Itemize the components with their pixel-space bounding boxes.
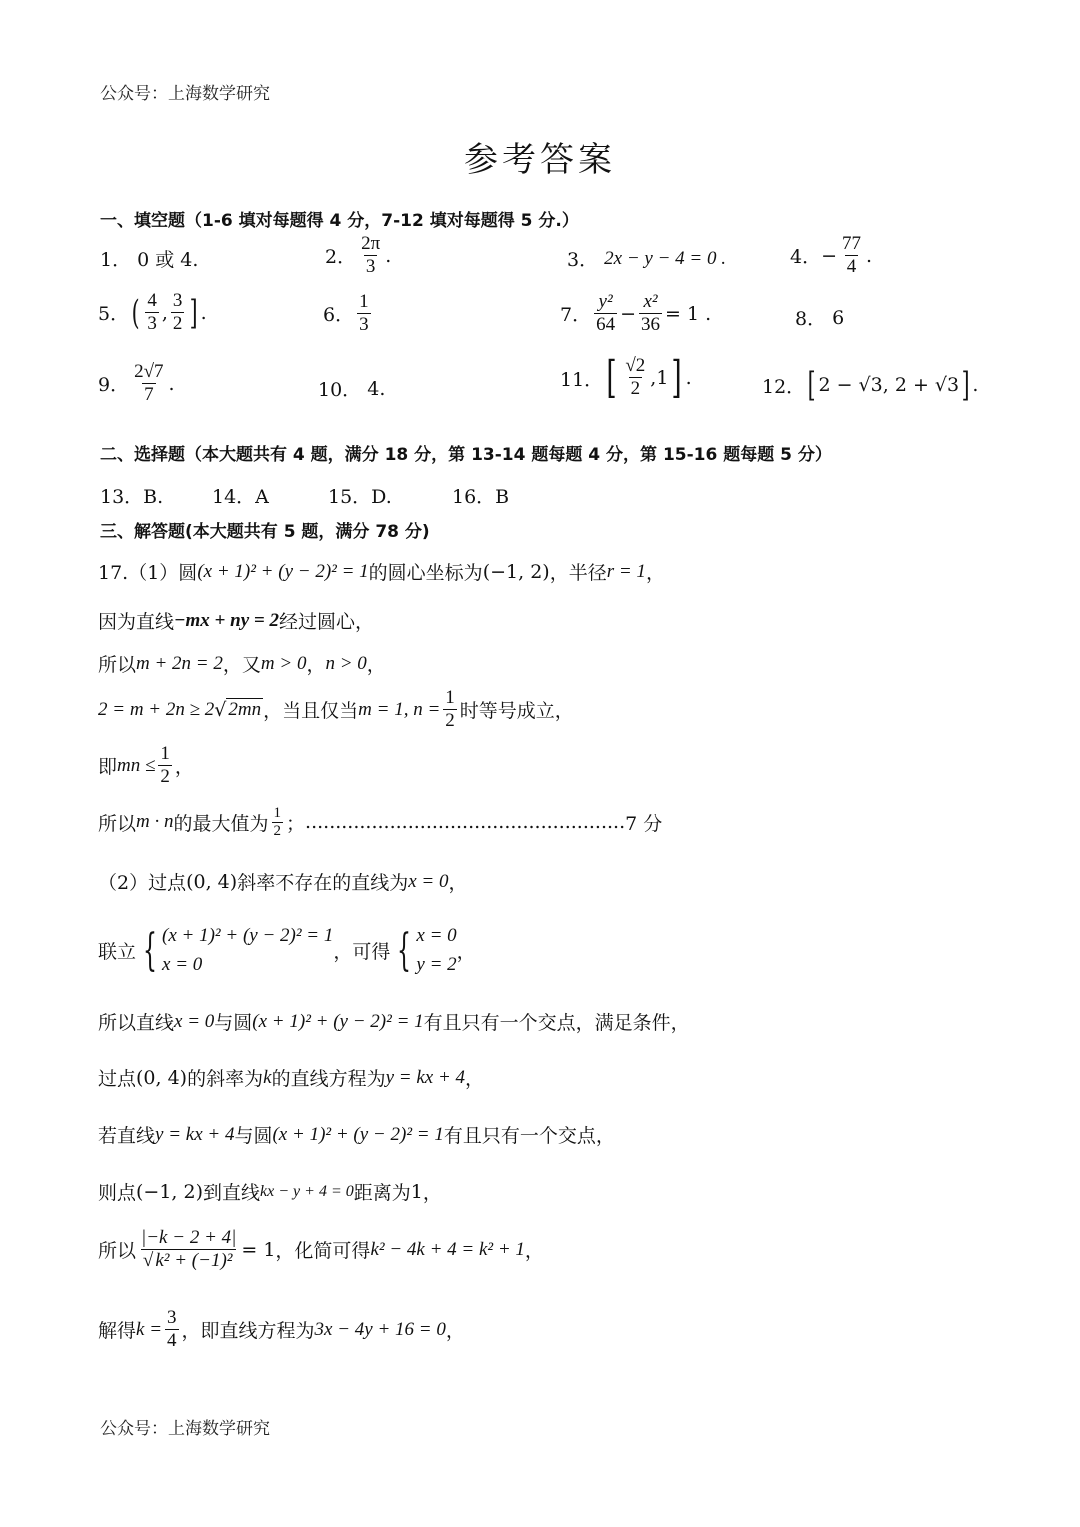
answer-1: 1． 0 或 4. xyxy=(100,249,199,271)
section-solve-heading: 三、解答题(本大题共有 5 题，满分 78 分) xyxy=(100,522,430,542)
answer-11: 11． [ $\frac{√2}{2}$ ,1 ] . xyxy=(560,352,692,403)
solution-line-6: 所以 m · n 的最大值为 $\frac{1}{2}$ ； ..................................................... 7 分 xyxy=(98,805,663,839)
choice-13: 13．B. xyxy=(100,486,164,508)
answer-9: 9． $\frac{2√7}{7}$ . xyxy=(98,361,175,405)
solution-line-10: 过点 (0, 4) 的斜率为 k 的直线方程为 y = kx + 4 ， xyxy=(98,1066,485,1090)
section-choice-heading: 二、选择题（本大题共有 4 题，满分 18 分，第 13-14 题每题 4 分，第 15-16 题每题 5 分） xyxy=(100,445,832,465)
choice-16: 16．B xyxy=(452,486,510,508)
solution-line-12: 则点 (−1, 2) 到直线 kx − y + 4 = 0 距离为 1 ， xyxy=(98,1180,442,1204)
solution-line-13: 所以 $\frac{|-k - 2 + 4|}{\text{√ k² + (−1)²}}$ = 1 ，化简可得 k² − 4k + 4 = k² + 1 ， xyxy=(98,1227,544,1271)
header-watermark: 公众号：上海数学研究 xyxy=(100,84,270,104)
solution-line-5: 即 mn ≤ $\frac{1}{2}$ ， xyxy=(98,743,194,787)
answer-5: 5． ( $\frac{4}{3}$ , $\frac{3}{2}$ ] . xyxy=(98,290,207,334)
solution-line-3: 所以 m + 2n = 2 ，又 m > 0 ， n > 0 ， xyxy=(98,652,386,676)
solution-line-8: 联立 { (x + 1)² + (y − 2)² = 1 x = 0 ，可得 { x = 0 y = 2 ， xyxy=(98,924,476,976)
footer-watermark: 公众号：上海数学研究 xyxy=(100,1419,270,1439)
answer-12: 12． [ 2 − √3, 2 + √3 ] . xyxy=(762,365,979,405)
section-fill-heading: 一、填空题（1-6 填对每题得 4 分，7-12 填对每题得 5 分.） xyxy=(100,211,579,231)
answer-2: 2． $\frac{2\pi}{3}$ . xyxy=(325,233,392,277)
solution-line-7: （2）过点 (0, 4) 斜率不存在的直线为 x = 0 ， xyxy=(98,870,468,894)
solution-line-9: 所以直线 x = 0 与圆 (x + 1)² + (y − 2)² = 1 有且只有一个交点，满足条件， xyxy=(98,1010,690,1034)
solution-line-11: 若直线 y = kx + 4 与圆 (x + 1)² + (y − 2)² = 1 有且只有一个交点， xyxy=(98,1123,615,1147)
answer-4: 4． − $\frac{77}{4}$ . xyxy=(790,233,873,277)
answer-7: 7． $\frac{\text{y²}}{64}$ − $\frac{\text{x²}}{36}$ = 1 . xyxy=(560,291,712,335)
choice-15: 15．D. xyxy=(328,486,392,508)
answer-3: 3． 2x − y − 4 = 0 . xyxy=(567,247,726,271)
solution-line-1: 17.（1）圆 (x + 1)² + (y − 2)² = 1 的圆心坐标为 (−1, 2) ，半径 r = 1 ， xyxy=(98,560,665,584)
choice-14: 14．A xyxy=(212,486,269,508)
solution-line-2: 因为直线 −mx + ny = 2 经过圆心， xyxy=(98,609,374,633)
answer-6: 6． $\frac{1}{3}$ xyxy=(323,291,369,335)
page-title: 参考答案 xyxy=(464,140,616,180)
answer-10: 10． 4. xyxy=(318,377,386,401)
solution-line-14: 解得 k = $\frac{3}{4}$ ，即直线方程为 3x − 4y + 16 = 0 ， xyxy=(98,1307,465,1351)
solution-line-4: 2 = m + 2n ≥ 2 √ 2mn ，当且仅当 m = 1, n = $\frac{1}{2}$ 时等号成立， xyxy=(98,687,574,731)
answer-8: 8． 6 xyxy=(795,306,845,330)
